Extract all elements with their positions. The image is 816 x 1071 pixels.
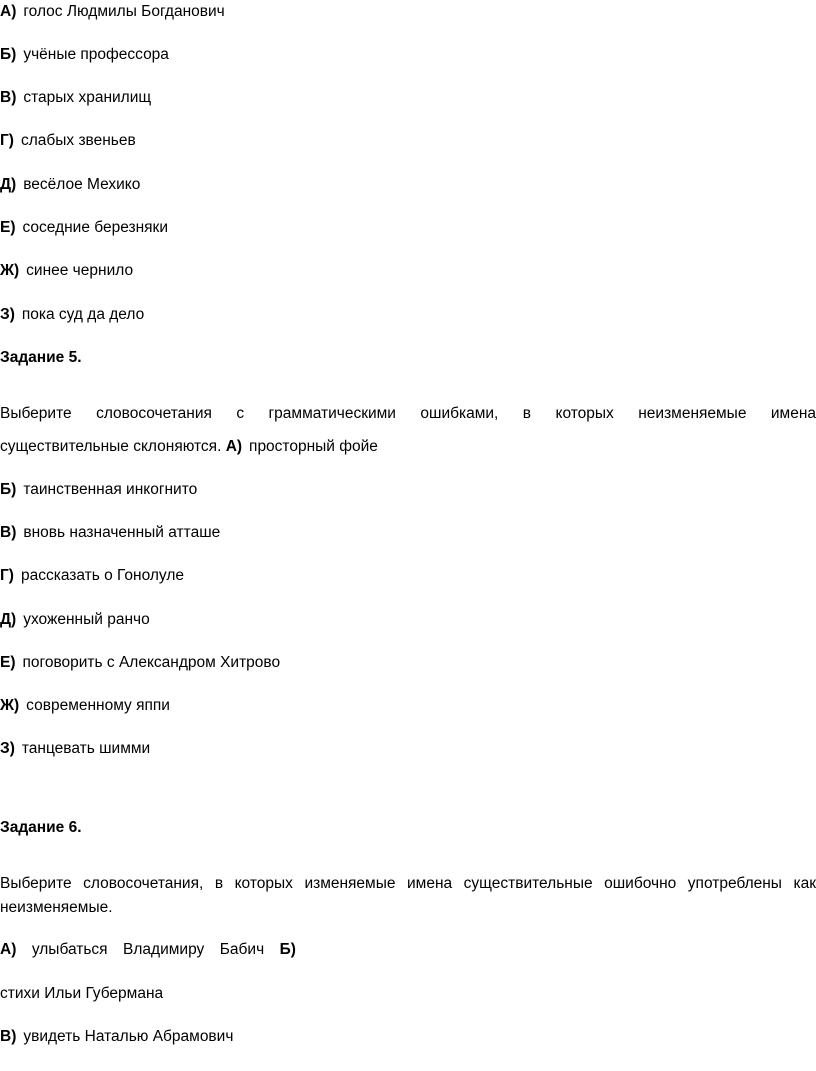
list-item-text: старых хранилищ: [23, 89, 152, 106]
list-item: [0, 1027, 233, 1047]
list-item: [0, 566, 184, 586]
list-item-text: голос Людмилы Богданович: [23, 3, 225, 20]
task5-intro-line2: существительные склоняются.: [0, 438, 222, 455]
task6-intro-line1: Выберите словосочетания, в которых изменяемые имена существительные ошибочно употреблены как: [0, 875, 816, 892]
list-item-text: рассказать о Гонолуле: [20, 567, 184, 584]
list-item: [0, 940, 296, 960]
list-item: [0, 88, 151, 108]
list-item: [0, 984, 163, 1004]
list-item-letter: В): [0, 524, 17, 541]
list-item: [0, 2, 225, 22]
list-item: [0, 305, 144, 325]
list-item-letter: Ж): [0, 262, 20, 279]
list-item: [0, 696, 170, 716]
list-item-text: стихи Ильи Губермана: [0, 985, 164, 1002]
list-item: [0, 261, 133, 281]
list-item: [0, 739, 150, 759]
list-item-text: современному яппи: [26, 697, 170, 714]
list-item-text: учёные профессора: [23, 46, 169, 63]
task6-heading: Задание 6.: [0, 819, 82, 836]
list-item-letter: В): [0, 1028, 17, 1045]
list-item-letter: Е): [0, 219, 16, 236]
list-item-text: вновь назначенный атташе: [23, 524, 221, 541]
task5-heading: Задание 5.: [0, 349, 82, 366]
list-item: [0, 523, 220, 543]
list-item-letter: Г): [0, 132, 14, 149]
list-item: [0, 480, 197, 500]
list-item-text: увидеть Наталью Абрамович: [23, 1028, 234, 1045]
list-item-letter: А): [0, 3, 17, 20]
list-item-letter: Ж): [0, 697, 20, 714]
list-item-letter: Б): [0, 481, 17, 498]
list-item-letter: Д): [0, 611, 17, 628]
list-item-letter: Е): [0, 654, 16, 671]
list-item-text: соседние березняки: [22, 219, 168, 236]
task5-intro-line2-row: [0, 437, 378, 457]
list-item-text: синее чернило: [26, 262, 134, 279]
list-item-text: просторный фойе: [249, 438, 378, 455]
list-item: [0, 610, 150, 630]
list-item-word: Владимиру: [123, 941, 205, 958]
list-item-letter: Б): [0, 46, 17, 63]
task5-intro-line1: Выберите словосочетания с грамматическими ошибками, в которых неизменяемые имена: [0, 405, 816, 422]
list-item-text: слабых звеньев: [20, 132, 136, 149]
list-item-text: весёлое Мехико: [23, 176, 141, 193]
list-item-letter: А): [0, 941, 17, 958]
list-item-letter: Б): [279, 941, 296, 958]
list-item: [0, 218, 168, 238]
list-item-word: улыбаться: [31, 941, 108, 958]
task6-intro-line2: неизменяемые.: [0, 899, 113, 916]
list-item-text: танцевать шимми: [21, 740, 151, 757]
list-item-letter: А): [225, 438, 243, 455]
list-item-letter: З): [0, 306, 15, 323]
list-item-text: ухоженный ранчо: [23, 611, 150, 628]
list-item-letter: Д): [0, 176, 17, 193]
list-item-letter: В): [0, 89, 17, 106]
list-item-text: поговорить с Александром Хитрово: [22, 654, 281, 671]
list-item: [0, 45, 169, 65]
list-item-text: пока суд да дело: [21, 306, 145, 323]
list-item: [0, 653, 280, 673]
list-item: [0, 131, 136, 151]
list-item-text: таинственная инкогнито: [23, 481, 198, 498]
list-item: [0, 175, 140, 195]
list-item-letter: Г): [0, 567, 14, 584]
list-item-letter: З): [0, 740, 15, 757]
list-item-word: Бабич: [219, 941, 265, 958]
